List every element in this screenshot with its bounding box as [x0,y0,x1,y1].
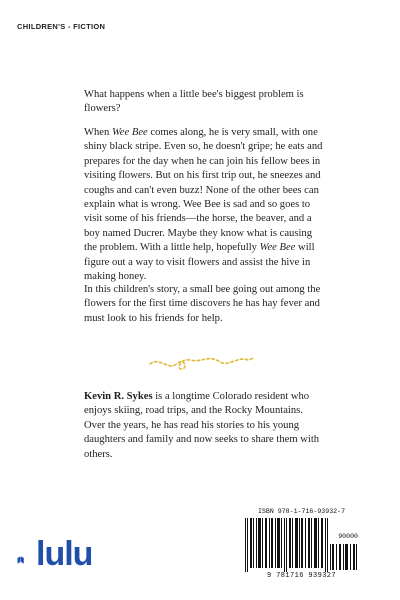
book-title-2: Wee Bee [259,242,296,254]
summary-paragraph: In this children's story, a small bee going out among the flowers for the first time discovers he has hay fever and must look to his friends for help. [84,284,321,324]
category-label: CHILDREN'S - FICTION [17,22,106,31]
price-code: 90000 [338,533,358,540]
isbn-number: ISBN 978-1-716-93932-7 [257,508,346,515]
barcode-digits: 9 781716 939327 [266,572,336,580]
synopsis-text-1: When [84,127,112,138]
intro-question: What happens when a little bee's biggest problem is flowers? [84,89,304,115]
synopsis-paragraph [84,126,324,284]
synopsis-text-3: will figure out a way to visit flowers and assist the hive in making honey. [84,242,315,283]
author-bio [84,390,324,462]
publisher-logo-text: lulu [36,535,93,573]
barcode-bars-icon [245,518,329,572]
author-bio-text: is a longtime Colorado resident who enjoys skiing, road trips, and the Rocky Mountains. Over the years, he has read his stories to his young daughters and family and now seeks to share them with others. [84,391,320,460]
book-title-1: Wee Bee [111,127,148,138]
author-name: Kevin R. Sykes [84,391,153,402]
isbn-barcode [243,508,360,585]
price-barcode-bars-icon [330,544,358,570]
bee-flight-squiggle-icon [148,350,258,374]
synopsis-text-2: comes along, he is very small, with one shiny black stripe. Even so, he doesn't gripe; he eats and prepares for the day when he can join his fellow bees in visiting flowers. But on his first trip out, he sneezes and coughs and can't even buzz! None of the other bees can explain what is wrong. Wee Bee is sad and so goes to visit some of his friends—the horse, the beaver, and a boy named Ducrer. Maybe they know what is causing the problem. With a little help, hopefully [84,127,323,254]
